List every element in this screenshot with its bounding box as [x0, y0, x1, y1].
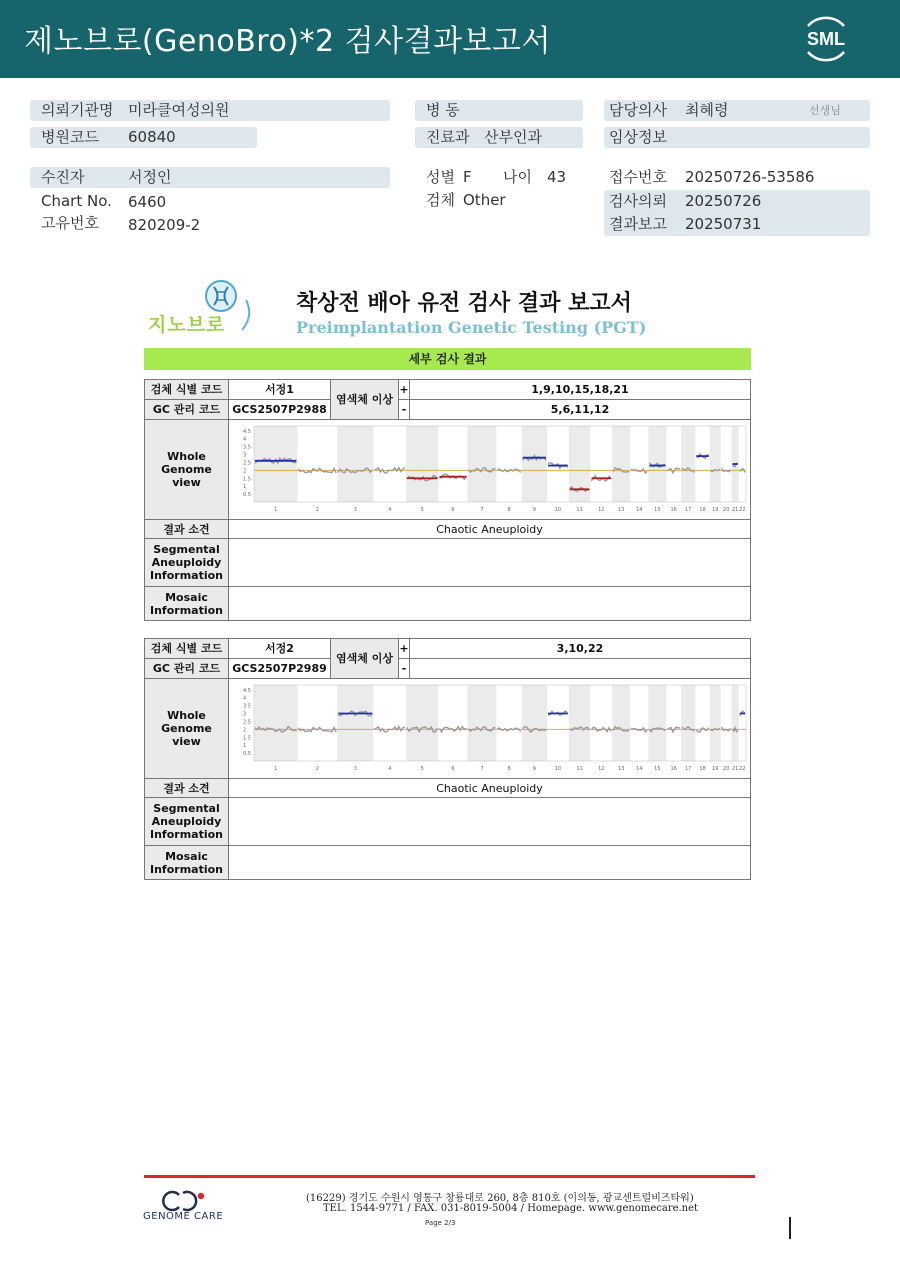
y-tick-label: 2.5 [243, 719, 251, 726]
chromosome-band [254, 426, 297, 502]
y-tick-label: 2 [243, 727, 247, 734]
mosaic-value [229, 587, 751, 621]
copy-number-trace [631, 728, 647, 732]
y-tick-label: 0.5 [243, 492, 251, 499]
chrom-abnormality-label: 염색체 이상 [331, 380, 399, 420]
gain-chromosomes: 1,9,10,15,18,21 [410, 380, 751, 400]
hospital-code-value: 60840 [128, 128, 176, 146]
gc-code-label: GC 관리 코드 [145, 400, 229, 420]
mosaic-label: Mosaic Information [145, 587, 229, 621]
whole-genome-chart [243, 681, 749, 773]
x-tick-label: 17 [684, 507, 692, 513]
x-tick-label: 16 [670, 766, 677, 772]
x-tick-label: 5 [420, 766, 424, 772]
footer-divider [144, 1175, 755, 1178]
x-tick-label: 12 [598, 766, 605, 772]
segmental-value [229, 798, 751, 846]
x-tick-label: 7 [480, 766, 484, 772]
specimen-label: 검체 [426, 191, 455, 209]
chromosome-band [681, 426, 695, 502]
section-title: 세부 검사 결과 [144, 348, 751, 370]
x-tick-label: 8 [507, 766, 511, 772]
sample-1-table [144, 379, 751, 621]
x-tick-label: 7 [480, 507, 484, 513]
x-tick-label: 19 [712, 507, 719, 513]
x-tick-label: 19 [712, 766, 719, 772]
sml-logo-text: SML [807, 29, 845, 49]
x-tick-label: 6 [451, 507, 455, 513]
y-tick-label: 3.5 [243, 444, 251, 451]
chromosome-band [337, 426, 373, 502]
x-tick-label: 22 [739, 766, 746, 772]
patient-value: 서정인 [128, 168, 172, 186]
specimen-id-label: 검체 식별 코드 [145, 380, 229, 400]
age-value: 43 [547, 168, 567, 186]
genobro-logo [146, 278, 256, 338]
chromosome-band [337, 685, 373, 761]
y-tick-label: 4 [243, 695, 247, 702]
gain-chromosomes: 3,10,22 [410, 639, 751, 659]
segmental-value [229, 539, 751, 587]
y-tick-label: 3.5 [243, 703, 251, 710]
chromosome-band [732, 685, 739, 761]
reception-value: 20250726-53586 [685, 168, 815, 186]
gc-code-value: GCS2507P2988 [229, 400, 331, 420]
x-tick-label: 9 [532, 507, 536, 513]
chromosome-band [612, 426, 630, 502]
sex-label: 성별 [426, 168, 455, 186]
plot-frame [254, 685, 746, 761]
footer-contact: TEL. 1544-9771 / FAX. 031-8019-5004 / Homepage. www.genomecare.net [323, 1203, 699, 1214]
x-tick-label: 22 [739, 507, 746, 513]
x-tick-label: 5 [420, 507, 424, 513]
report-subtitle: Preimplantation Genetic Testing (PGT) [296, 318, 647, 337]
chromosome-band [681, 685, 695, 761]
x-tick-label: 3 [353, 766, 357, 772]
x-tick-label: 9 [532, 766, 536, 772]
report-title: 착상전 배아 유전 검사 결과 보고서 [296, 291, 632, 316]
x-tick-label: 6 [451, 766, 455, 772]
footer-address: (16229) 경기도 수원시 영통구 창룡대로 260, 8층 810호 (이의동, 광교센트럴비즈타워) [306, 1193, 694, 1204]
x-tick-label: 3 [353, 507, 357, 513]
x-tick-label: 20 [722, 766, 730, 772]
chromosome-band [406, 426, 439, 502]
x-tick-label: 4 [388, 766, 392, 772]
x-tick-label: 11 [576, 766, 583, 772]
sample-2-table [144, 638, 751, 880]
y-tick-label: 0.5 [243, 751, 251, 758]
department-label: 진료과 [426, 128, 470, 146]
report-header [0, 0, 900, 78]
x-tick-label: 11 [576, 507, 583, 513]
x-tick-label: 10 [554, 507, 562, 513]
x-tick-label: 2 [315, 766, 319, 772]
page-title: 제노브로(GenoBro)*2 검사결과보고서 [24, 24, 551, 59]
gain-sign: + [399, 380, 410, 400]
mosaic-value [229, 846, 751, 880]
patient-label: 수진자 [41, 168, 85, 186]
sml-logo [798, 12, 854, 66]
chromosome-band [522, 426, 547, 502]
x-tick-label: 13 [618, 507, 625, 513]
loss-sign: - [399, 659, 410, 679]
segmental-label: Segmental Aneuploidy Information [145, 798, 229, 846]
copy-number-trace [722, 468, 731, 472]
mosaic-label: Mosaic Information [145, 846, 229, 880]
whole-genome-label: Whole Genome view [145, 420, 229, 520]
page-edge-mark [789, 1217, 791, 1239]
copy-number-trace [497, 469, 520, 473]
x-tick-label: 21 [731, 507, 739, 513]
hospital-code-label: 병원코드 [41, 128, 99, 146]
reception-label: 접수번호 [609, 168, 667, 186]
chromosome-band [467, 685, 496, 761]
y-tick-label: 1 [243, 484, 247, 491]
report-date-label: 결과보고 [609, 215, 667, 233]
x-tick-label: 12 [598, 507, 605, 513]
chrom-abnormality-label: 염색체 이상 [331, 639, 399, 679]
specimen-value: Other [463, 191, 506, 209]
copy-number-trace [374, 468, 405, 473]
chromosome-band [467, 426, 496, 502]
y-tick-label: 4.5 [243, 687, 251, 694]
x-tick-label: 10 [554, 766, 562, 772]
whole-genome-cell [229, 679, 751, 779]
result-finding-label: 결과 소견 [145, 520, 229, 539]
x-tick-label: 14 [636, 507, 643, 513]
chromosome-band [710, 685, 721, 761]
ward-label: 병 동 [426, 101, 460, 119]
x-tick-label: 13 [618, 766, 625, 772]
doctor-value: 최혜령 [685, 101, 729, 119]
y-tick-label: 1.5 [243, 735, 251, 742]
copy-number-trace [696, 728, 708, 733]
unique-no-label: 고유번호 [41, 214, 99, 232]
age-label: 나이 [503, 168, 532, 186]
x-tick-label: 20 [722, 507, 730, 513]
y-tick-label: 1.5 [243, 476, 251, 483]
x-tick-label: 18 [699, 507, 706, 513]
loss-sign: - [399, 400, 410, 420]
y-tick-label: 4.5 [243, 428, 251, 435]
institution-value: 미라클여성의원 [128, 101, 230, 119]
x-tick-label: 8 [507, 507, 511, 513]
x-tick-label: 15 [654, 766, 661, 772]
clinical-label: 임상정보 [609, 128, 667, 146]
gc-code-value: GCS2507P2989 [229, 659, 331, 679]
copy-number-trace [497, 728, 520, 732]
report-date-value: 20250731 [685, 215, 762, 233]
specimen-id-label: 검체 식별 코드 [145, 639, 229, 659]
x-tick-label: 4 [388, 507, 392, 513]
institution-label: 의뢰기관명 [41, 101, 114, 119]
result-finding-value: Chaotic Aneuploidy [229, 520, 751, 539]
chromosome-band [522, 685, 547, 761]
loss-chromosomes [410, 659, 751, 679]
gain-sign: + [399, 639, 410, 659]
page-number: Page 2/3 [425, 1219, 456, 1227]
specimen-id-value: 서정2 [229, 639, 331, 659]
whole-genome-label: Whole Genome view [145, 679, 229, 779]
y-tick-label: 3 [243, 711, 247, 718]
copy-number-trace [722, 727, 731, 731]
chromosome-band [406, 685, 439, 761]
chromosome-band [254, 685, 297, 761]
x-tick-label: 17 [684, 766, 692, 772]
genobro-logo-text: 지노브로 [148, 314, 226, 336]
gc-code-label: GC 관리 코드 [145, 659, 229, 679]
chart-no-value: 6460 [128, 193, 167, 211]
x-tick-label: 21 [731, 766, 739, 772]
result-finding-label: 결과 소견 [145, 779, 229, 798]
y-tick-label: 4 [243, 436, 247, 443]
sex-value: F [463, 168, 472, 186]
whole-genome-chart [243, 422, 749, 514]
segmental-label: Segmental Aneuploidy Information [145, 539, 229, 587]
x-tick-label: 15 [654, 507, 661, 513]
department-value: 산부인과 [484, 128, 542, 146]
chart-no-label: Chart No. [41, 192, 112, 210]
y-tick-label: 1 [243, 743, 247, 750]
x-tick-label: 14 [636, 766, 643, 772]
copy-number-trace [374, 727, 405, 732]
y-tick-label: 3 [243, 452, 247, 459]
whole-genome-cell [229, 420, 751, 520]
doctor-label: 담당의사 [609, 101, 667, 119]
x-tick-label: 16 [670, 507, 677, 513]
chromosome-band [569, 685, 591, 761]
x-tick-label: 2 [315, 507, 319, 513]
doctor-suffix: 선생님 [809, 104, 841, 117]
x-tick-label: 1 [274, 766, 278, 772]
copy-number-trace [631, 469, 647, 473]
loss-chromosomes: 5,6,11,12 [410, 400, 751, 420]
request-value: 20250726 [685, 192, 762, 210]
chromosome-band [648, 685, 666, 761]
chromosome-band [612, 685, 630, 761]
request-label: 검사의뢰 [609, 192, 667, 210]
result-finding-value: Chaotic Aneuploidy [229, 779, 751, 798]
plot-frame [254, 426, 746, 502]
x-tick-label: 18 [699, 766, 706, 772]
y-tick-label: 2 [243, 468, 247, 475]
specimen-id-value: 서정1 [229, 380, 331, 400]
y-tick-label: 2.5 [243, 460, 251, 467]
chromosome-band [710, 426, 721, 502]
unique-no-value: 820209-2 [128, 216, 201, 234]
x-tick-label: 1 [274, 507, 278, 513]
genome-care-logo-text: GENOME CARE [143, 1211, 224, 1222]
